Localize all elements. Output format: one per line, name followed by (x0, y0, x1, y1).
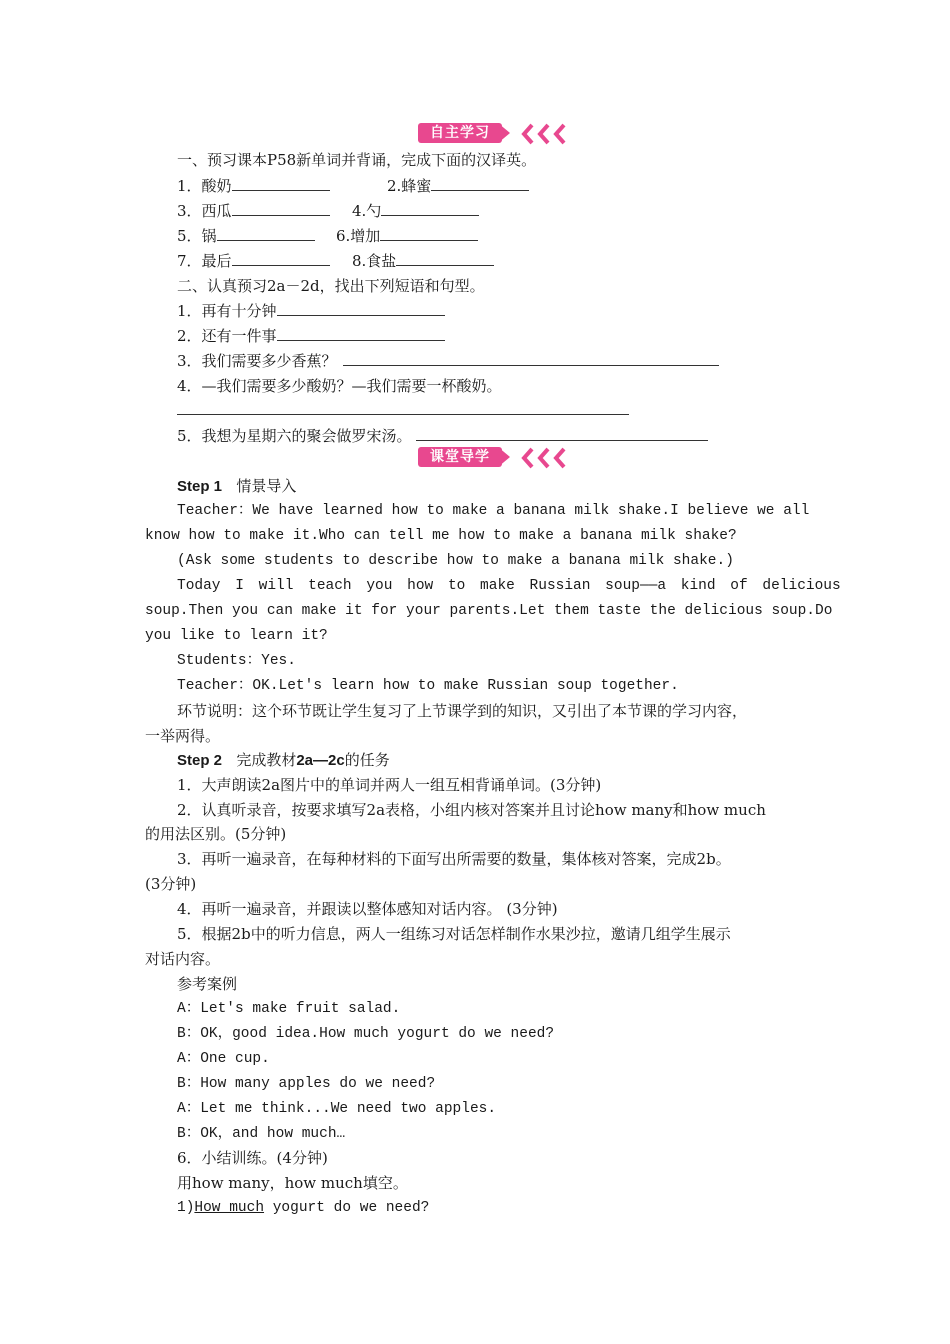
chevrons-left-icon (514, 445, 574, 471)
phrase-item: 3．我们需要多少香蕉？ (177, 351, 719, 371)
section-banner-class-guide (418, 445, 578, 471)
reference-label: 参考案例 (177, 975, 238, 993)
step1-text: soup.Then you can make it for your parents.Let them taste the delicious soup.Do (145, 603, 833, 619)
vocab-item: 5．锅 (177, 226, 315, 246)
answer-blank[interactable] (277, 301, 445, 316)
step1-text: Teacher：OK.Let's learn how to make Russian soup together. (177, 678, 679, 694)
answer-blank[interactable] (416, 426, 708, 441)
phrase-item: 4．—我们需要多少酸奶？—我们需要一杯酸奶。 (177, 377, 502, 395)
part2-heading: 二、认真预习2a－2d，找出下列短语和句型。 (177, 277, 485, 295)
vocab-item: 6.增加 (336, 226, 478, 246)
phrase-item: 1．再有十分钟 (177, 301, 445, 321)
answer-blank[interactable] (277, 326, 445, 341)
part1-heading: 一、预习课本P58新单词并背诵，完成下面的汉译英。 (177, 151, 537, 169)
answer-line[interactable] (177, 414, 629, 415)
dialog-line: A：Let me think...We need two apples. (177, 1101, 497, 1117)
step1-text: Teacher：We have learned how to make a banana milk shake.I believe we all (177, 503, 810, 519)
answer-blank[interactable] (232, 201, 330, 216)
step2-item: 的用法区别。(5分钟) (145, 825, 287, 843)
dialog-line: A：Let's make fruit salad. (177, 1001, 401, 1017)
step1-text: know how to make it.Who can tell me how to make a banana milk shake? (145, 528, 737, 544)
phrase-item: 5．我想为星期六的聚会做罗宋汤。 (177, 426, 708, 446)
step2-item: 3．再听一遍录音，在每种材料的下面写出所需要的数量，集体核对答案，完成2b。 (177, 850, 731, 868)
step2-item: 1．大声朗读2a图片中的单词并两人一组互相背诵单词。(3分钟) (177, 776, 602, 794)
section-title: 自主学习 (418, 123, 502, 143)
answer-blank[interactable] (381, 201, 479, 216)
dialog-line: B：OK，and how much… (177, 1126, 346, 1142)
step1-text: Today I will teach you how to make Russian soup——a kind of delicious (177, 578, 841, 594)
dialog-line: B：OK，good idea.How much yogurt do we need? (177, 1026, 555, 1042)
vocab-item: 4.勺 (352, 201, 479, 221)
fill-instruction: 用how many，how much填空。 (177, 1174, 408, 1192)
fill-question: 1)How much yogurt do we need? (177, 1200, 430, 1216)
step2-item: 5．根据2b中的听力信息，两人一组练习对话怎样制作水果沙拉，邀请几组学生展示 (177, 925, 731, 943)
vocab-item: 2.蜂蜜 (387, 176, 529, 196)
step1-text: you like to learn it? (145, 628, 328, 644)
banner-cap (498, 123, 510, 143)
step1-text: Students：Yes. (177, 653, 296, 669)
section-title: 课堂导学 (418, 447, 502, 467)
section-banner-self-study (418, 121, 578, 147)
step1-text: (Ask some students to describe how to make a banana milk shake.) (177, 553, 734, 569)
step2-item: 2．认真听录音，按要求填写2a表格，小组内核对答案并且讨论how many和how much (177, 801, 766, 819)
step2-item: 4．再听一遍录音，并跟读以整体感知对话内容。 (3分钟) (177, 900, 558, 918)
answer-blank[interactable] (232, 251, 330, 266)
answer-blank[interactable] (396, 251, 494, 266)
chevrons-left-icon (514, 121, 574, 147)
filled-answer[interactable]: How much (194, 1200, 265, 1216)
step1-note: 环节说明：这个环节既让学生复习了上节课学到的知识，又引出了本节课的学习内容， (177, 702, 748, 720)
step2-item: 6．小结训练。(4分钟) (177, 1149, 328, 1167)
phrase-item: 2．还有一件事 (177, 326, 445, 346)
answer-blank[interactable] (217, 226, 315, 241)
step2-heading: Step 2 完成教材2a—2c的任务 (177, 751, 390, 769)
dialog-line: B：How many apples do we need? (177, 1076, 436, 1092)
dialog-line: A：One cup. (177, 1051, 270, 1067)
banner-cap (498, 447, 510, 467)
step2-item: 对话内容。 (145, 950, 221, 968)
step1-note: 一举两得。 (145, 727, 221, 745)
vocab-item: 8.食盐 (352, 251, 494, 271)
answer-blank[interactable] (380, 226, 478, 241)
answer-blank[interactable] (431, 176, 529, 191)
answer-blank[interactable] (232, 176, 330, 191)
step1-heading: Step 1 情景导入 (177, 477, 297, 495)
vocab-item: 7．最后 (177, 251, 330, 271)
answer-blank[interactable] (343, 351, 719, 366)
step2-item: (3分钟) (145, 875, 197, 893)
vocab-item: 3．西瓜 (177, 201, 330, 221)
vocab-item: 1．酸奶 (177, 176, 330, 196)
